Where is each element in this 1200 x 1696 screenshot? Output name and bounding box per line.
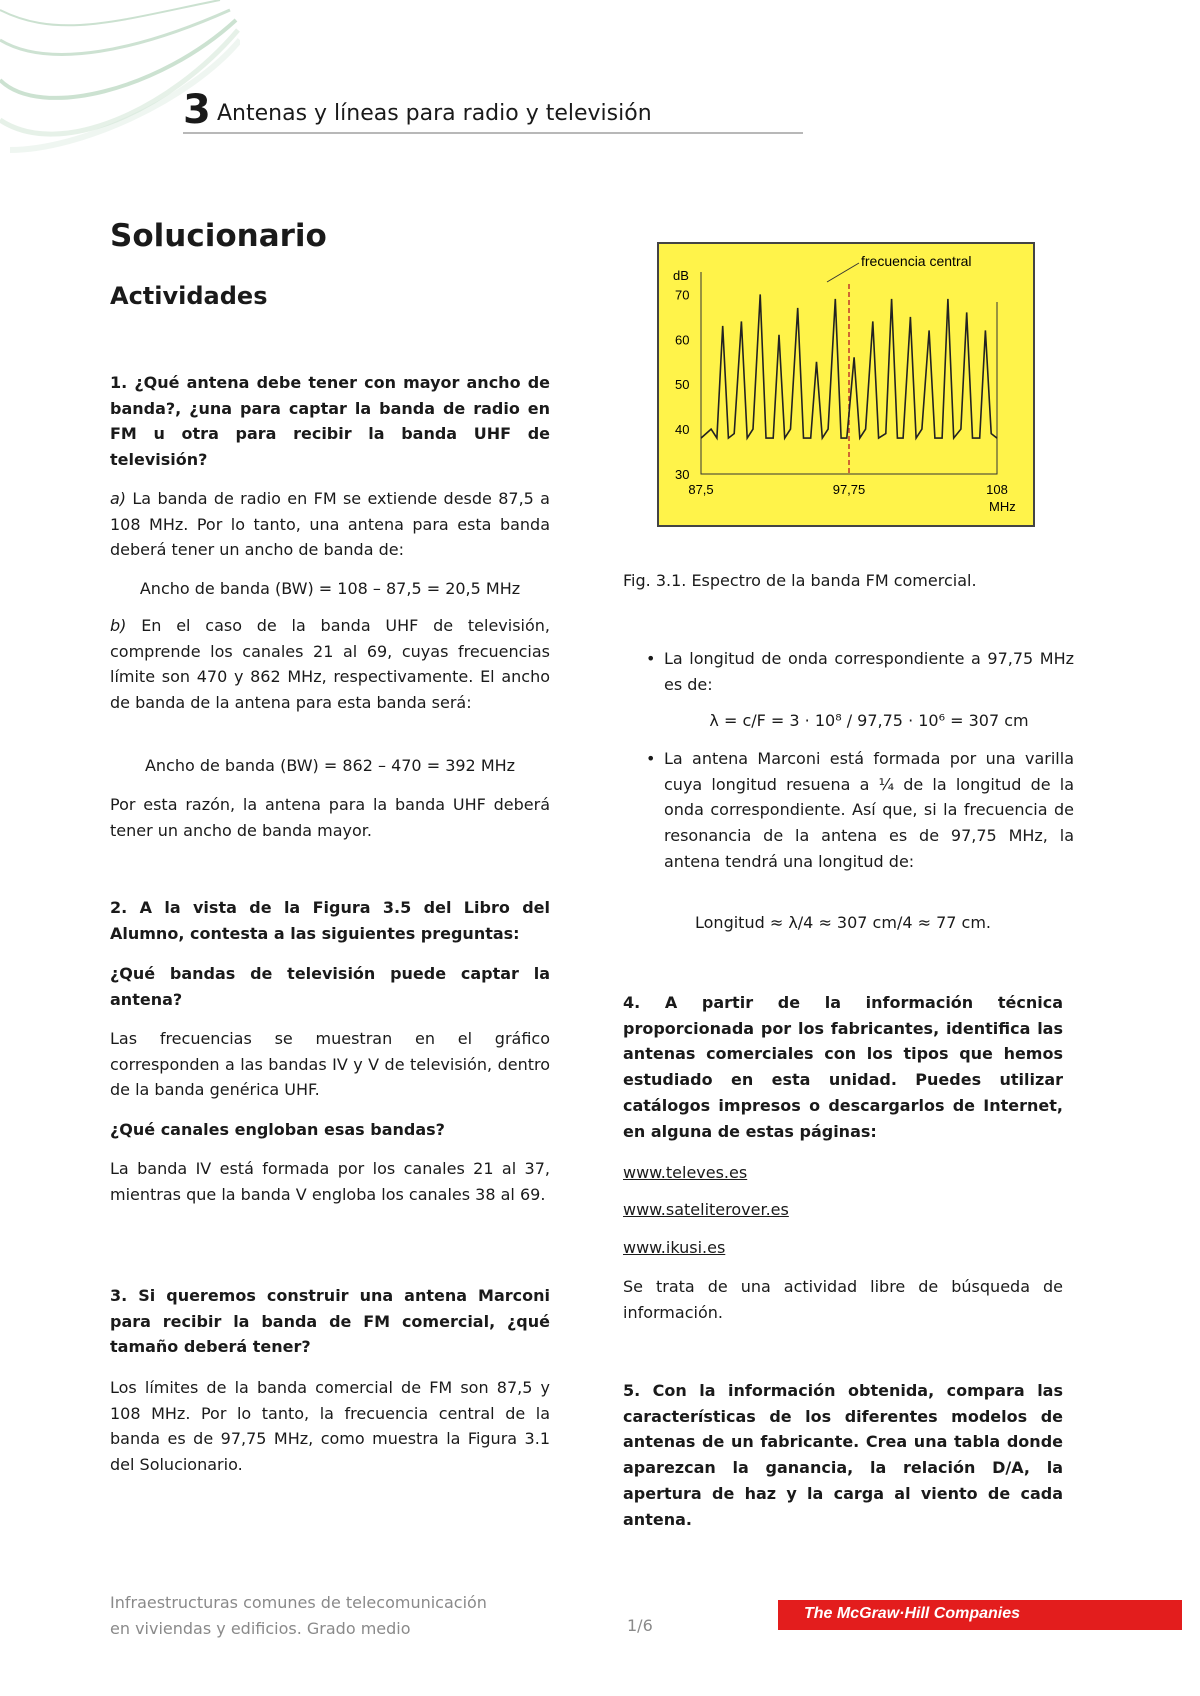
q3-bullet2: La antena Marconi está formada por una varilla cuya longitud resuena a ¼ de la longitud de la onda correspondiente. Así que, si la frecuencia de resonancia de la antena es de 97,75 MHz, la antena tendrá una longitud de: [664,749,1074,871]
q1-answer-b [110,613,550,716]
chapter-header [183,88,803,134]
q2-ans2: La banda IV está formada por los canales 21 al 37, mientras que la banda V engloba los canales 38 al 69. [110,1159,550,1204]
x-axis-label: MHz [989,499,1016,514]
page-number: 1/6 [627,1616,653,1635]
q1-conclusion: Por esta razón, la antena para la banda UHF deberá tener un ancho de banda mayor. [110,795,550,840]
publisher-logo [778,1600,1182,1630]
link-televes[interactable]: www.televes.es [623,1163,748,1182]
fm-spectrum-svg [659,244,1033,525]
y-tick-label: 50 [675,377,690,393]
q3-answer: Los límites de la banda comercial de FM son 87,5 y 108 MHz. Por lo tanto, la frecuencia central de la banda es de 97,75 MHz, como muestra la Figura 3.1 del Solucionario. [110,1378,550,1475]
q1-formula-a: Ancho de banda (BW) = 108 – 87,5 = 20,5 MHz [139,579,521,598]
chapter-title: Antenas y líneas para radio y televisión [217,101,652,126]
figure-label: Fig. 3.1. [623,571,687,590]
annotation-label: frecuencia central [861,253,972,269]
section-title: Solucionario [110,218,327,254]
y-axis-label: dB [673,268,689,283]
y-tick-label: 60 [675,332,690,348]
q1-b-text: En el caso de la banda UHF de televisión, comprende los canales 21 al 69, cuyas frecuencias límite son 470 y 862 MHz, respectivamente. El ancho de banda de la antena para esta banda será: [110,616,551,713]
bullet-2-dot: • [646,749,656,768]
q2-question: 2. A la vista de la Figura 3.5 del Libro del Alumno, contesta a las siguientes preguntas: [110,898,550,943]
q3-bullet1: La longitud de onda correspondiente a 97,75 MHz es de: [664,649,1074,694]
bullet-1-dot: • [646,649,656,668]
q1-question: 1. ¿Qué antena debe tener con mayor ancho de banda?, ¿una para captar la banda de radio en FM u otra para recibir la banda UHF de televisión? [110,373,550,470]
figure-caption [623,568,1063,594]
figure-caption-text: Espectro de la banda FM comercial. [691,571,977,590]
footer-line-2: en viviendas y edificios. Grado medio [110,1619,411,1638]
subsection-title: Actividades [110,282,268,310]
annotation-pointer [827,263,859,282]
q3-question: 3. Si queremos construir una antena Marconi para recibir la banda de FM comercial, ¿qué tamaño deberá tener? [110,1286,550,1357]
q2-sub2: ¿Qué canales engloban esas bandas? [110,1120,445,1139]
publisher-logo-text: The McGraw·Hill Companies [804,1605,1021,1622]
q3-formula-lambda: λ = c/F = 3 · 10⁸ / 97,75 · 10⁶ = 307 cm [709,711,1029,730]
fm-spectrum-chart [657,242,1035,527]
q2-ans1: Las frecuencias se muestran en el gráfico corresponden a las bandas IV y V de televisión, dentro de la banda genérica UHF. [110,1029,550,1100]
q1-a-text: La banda de radio en FM se extiende desde 87,5 a 108 MHz. Por lo tanto, una antena para esta banda deberá tener un ancho de banda de: [110,489,550,560]
q1-formula-b: Ancho de banda (BW) = 862 – 470 = 392 MHz [144,756,516,775]
q4-question: 4. A partir de la información técnica proporcionada por los fabricantes, identifica las antenas comerciales con los tipos que hemos estudiado en esta unidad. Puedes utilizar catálogos impresos o descargarlos de Internet, en alguna de estas páginas: [623,993,1063,1141]
decorative-swirl [0,0,240,160]
footer-line-1: Infraestructuras comunes de telecomunicación [110,1593,487,1612]
y-tick-label: 40 [675,422,690,438]
q1-b-label: b) [110,616,127,635]
chapter-number: 3 [183,87,211,133]
link-ikusi[interactable]: www.ikusi.es [623,1238,726,1257]
x-tick-label: 97,75 [832,482,866,497]
x-tick-label: 108 [986,482,1008,497]
q4-answer: Se trata de una actividad libre de búsqueda de información. [623,1277,1063,1322]
q1-answer-a [110,486,550,563]
footer-book-title [110,1590,487,1642]
q2-sub1: ¿Qué bandas de televisión puede captar la antena? [110,964,550,1009]
x-tick-label: 87,5 [688,482,714,497]
q1-a-label: a) [110,489,127,508]
y-tick-label: 70 [675,287,690,303]
q3-formula-length: Longitud ≈ λ/4 ≈ 307 cm/4 ≈ 77 cm. [695,913,991,932]
link-sateliterover[interactable]: www.sateliterover.es [623,1200,789,1219]
y-tick-label: 30 [675,467,690,482]
q5-question: 5. Con la información obtenida, compara las características de los diferentes modelos de antenas de un fabricante. Crea una tabla donde aparezcan la ganancia, la relación D/A, la apertura de haz y la carga al viento de cada antena. [623,1381,1063,1529]
